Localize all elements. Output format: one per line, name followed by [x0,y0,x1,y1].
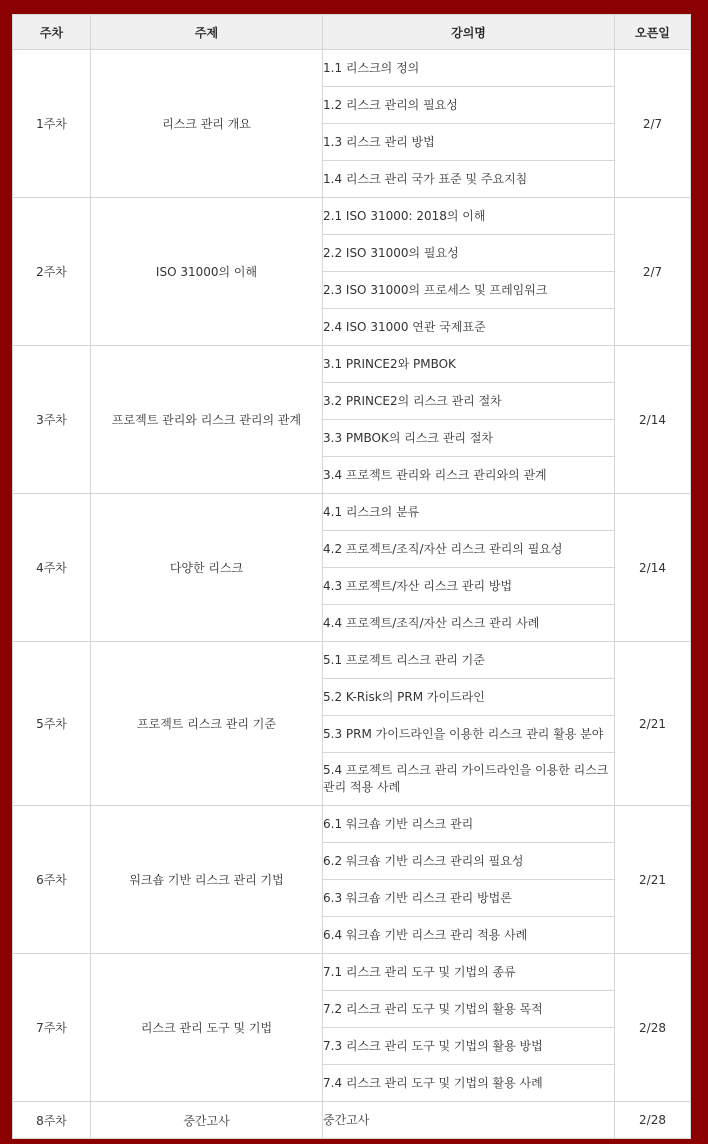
lecture-cell: 7.4 리스크 관리 도구 및 기법의 활용 사례 [323,1065,615,1102]
header-lecture: 강의명 [323,15,615,50]
open-date-cell: 2/7 [615,50,691,198]
lecture-cell: 6.3 워크숍 기반 리스크 관리 방법론 [323,880,615,917]
week-cell: 5주차 [13,642,91,806]
topic-cell: 리스크 관리 개요 [91,50,323,198]
week-cell: 2주차 [13,198,91,346]
topic-cell: 프로젝트 관리와 리스크 관리의 관계 [91,346,323,494]
header-week: 주차 [13,15,91,50]
lecture-cell: 2.2 ISO 31000의 필요성 [323,235,615,272]
lecture-cell: 2.4 ISO 31000 연관 국제표준 [323,309,615,346]
table-row [13,1102,691,1139]
lecture-cell: 5.3 PRM 가이드라인을 이용한 리스크 관리 활용 분야 [323,716,615,753]
lecture-cell: 4.2 프로젝트/조직/자산 리스크 관리의 필요성 [323,531,615,568]
table-row [13,346,691,383]
topic-cell: 워크숍 기반 리스크 관리 기법 [91,806,323,954]
week-cell: 8주차 [13,1102,91,1139]
lecture-cell: 6.4 워크숍 기반 리스크 관리 적용 사례 [323,917,615,954]
lecture-cell: 1.2 리스크 관리의 필요성 [323,87,615,124]
open-date-cell: 2/7 [615,198,691,346]
lecture-cell: 4.3 프로젝트/자산 리스크 관리 방법 [323,568,615,605]
table-body [13,50,691,1139]
topic-cell: 다양한 리스크 [91,494,323,642]
course-schedule-table [12,14,691,1139]
week-cell: 7주차 [13,954,91,1102]
lecture-cell: 3.3 PMBOK의 리스크 관리 절차 [323,420,615,457]
week-cell: 6주차 [13,806,91,954]
lecture-cell: 7.2 리스크 관리 도구 및 기법의 활용 목적 [323,991,615,1028]
lecture-cell: 4.1 리스크의 분류 [323,494,615,531]
topic-cell: 프로젝트 리스크 관리 기준 [91,642,323,806]
topic-cell: 리스크 관리 도구 및 기법 [91,954,323,1102]
lecture-cell: 5.4 프로젝트 리스크 관리 가이드라인을 이용한 리스크 관리 적용 사례 [323,753,615,806]
lecture-cell: 7.3 리스크 관리 도구 및 기법의 활용 방법 [323,1028,615,1065]
lecture-cell: 3.2 PRINCE2의 리스크 관리 절차 [323,383,615,420]
topic-cell: 중간고사 [91,1102,323,1139]
open-date-cell: 2/28 [615,1102,691,1139]
lecture-cell: 6.2 워크숍 기반 리스크 관리의 필요성 [323,843,615,880]
header-row [13,15,691,50]
week-cell: 3주차 [13,346,91,494]
open-date-cell: 2/28 [615,954,691,1102]
header-open-date: 오픈일 [615,15,691,50]
lecture-cell: 7.1 리스크 관리 도구 및 기법의 종류 [323,954,615,991]
table-row [13,642,691,679]
lecture-cell: 3.4 프로젝트 관리와 리스크 관리와의 관계 [323,457,615,494]
lecture-cell: 2.3 ISO 31000의 프로세스 및 프레임워크 [323,272,615,309]
lecture-cell: 6.1 워크숍 기반 리스크 관리 [323,806,615,843]
lecture-cell: 5.2 K-Risk의 PRM 가이드라인 [323,679,615,716]
lecture-cell: 2.1 ISO 31000: 2018의 이해 [323,198,615,235]
lecture-cell: 5.1 프로젝트 리스크 관리 기준 [323,642,615,679]
lecture-cell: 1.3 리스크 관리 방법 [323,124,615,161]
lecture-cell: 3.1 PRINCE2와 PMBOK [323,346,615,383]
lecture-cell: 1.1 리스크의 정의 [323,50,615,87]
table-row [13,198,691,235]
open-date-cell: 2/14 [615,346,691,494]
table-row [13,806,691,843]
open-date-cell: 2/21 [615,806,691,954]
lecture-cell: 4.4 프로젝트/조직/자산 리스크 관리 사례 [323,605,615,642]
header-topic: 주제 [91,15,323,50]
table-row [13,50,691,87]
lecture-cell: 1.4 리스크 관리 국가 표준 및 주요지침 [323,161,615,198]
lecture-cell: 중간고사 [323,1102,615,1139]
week-cell: 4주차 [13,494,91,642]
open-date-cell: 2/21 [615,642,691,806]
table-header [13,15,691,50]
open-date-cell: 2/14 [615,494,691,642]
topic-cell: ISO 31000의 이해 [91,198,323,346]
week-cell: 1주차 [13,50,91,198]
table-row [13,494,691,531]
table-row [13,954,691,991]
